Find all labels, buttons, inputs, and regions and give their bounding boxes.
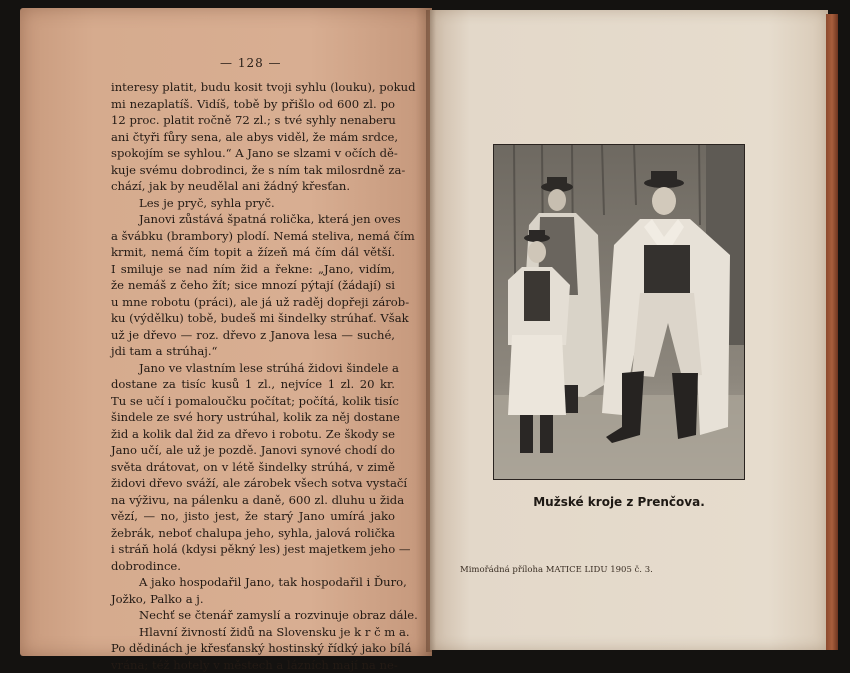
text-line: Hlavní živností židů na Slovensku je k r č m a. xyxy=(111,624,395,641)
text-line: interesy platit, budu kosit tvoji syhlu (louku), pokud xyxy=(111,79,395,96)
text-line: Jožko, Palko a j. xyxy=(111,591,395,608)
text-line: vrána; též hotely v městech a lázních mají na ne- xyxy=(111,657,395,673)
book-cover-edge xyxy=(826,14,838,650)
text-line: na výživu, na pálenku a daně, 600 zl. dluhu u žida xyxy=(111,492,395,509)
text-line: u mne robotu (práci), ale já už raděj dopřeji zárob- xyxy=(111,294,395,311)
text-line: žebrák, neboť chalupa jeho, syhla, jalová rolička xyxy=(111,525,395,542)
text-line: I smiluje se nad ním žid a řekne: „Jano, vidím, xyxy=(111,261,395,278)
text-line: Tu se učí i pomaloučku počítat; počítá, kolik tisíc xyxy=(111,393,395,410)
text-line: ku (výdělku) tobě, budeš mi šindelky strúhať. Však xyxy=(111,310,395,327)
page-number: — 128 — xyxy=(220,56,282,70)
text-line: Nechť se čtenář zamyslí a rozvinuje obraz dále. xyxy=(111,607,395,624)
text-line: kuje svému dobrodinci, že s ním tak milosrdně za- xyxy=(111,162,395,179)
text-line: jdi tam a strúhaj.“ xyxy=(111,343,395,360)
text-line: že nemáš z čeho žít; sice mnozí pýtají (žádají) si xyxy=(111,277,395,294)
text-line: ani čtyři fůry sena, ale abys viděl, že mám srdce, xyxy=(111,129,395,146)
text-line: šindele ze své hory ustrúhal, kolik za něj dostane xyxy=(111,409,395,426)
photo-illustration xyxy=(494,145,744,479)
text-line: vězí, — no, jisto jest, že starý Jano umírá jako xyxy=(111,508,395,525)
book-gutter xyxy=(426,10,436,652)
folk-costume-photo xyxy=(493,144,745,480)
text-line: A jako hospodařil Jano, tak hospodařil i Ďuro, xyxy=(111,574,395,591)
text-line: spokojím se syhlou.“ A Jano se slzami v očích dě- xyxy=(111,145,395,162)
text-line: Les je pryč, syhla pryč. xyxy=(111,195,395,212)
text-line: a švábku (brambory) plodí. Nemá steliva, nemá čím xyxy=(111,228,395,245)
text-line: světa drátovat, on v létě šindelky strúhá, v zimě xyxy=(111,459,395,476)
photo-caption: Mužské kroje z Prenčova. xyxy=(436,495,802,509)
body-text xyxy=(111,79,395,673)
text-line: mi nezaplatíš. Vidíš, tobě by přišlo od 600 zl. po xyxy=(111,96,395,113)
text-line: dobrodince. xyxy=(111,558,395,575)
text-line: žid a kolik dal žid za dřevo i robotu. Ze škody se xyxy=(111,426,395,443)
supplement-note: Mimořádná příloha MATICE LIDU 1905 č. 3. xyxy=(460,565,653,575)
text-line: dostane za tisíc kusů 1 zl., nejvíce 1 zl. 20 kr. xyxy=(111,376,395,393)
text-line: Po dědinách je křesťanský hostinský řídký jako bílá xyxy=(111,640,395,657)
text-line: 12 proc. platit ročně 72 zl.; s tvé syhly nenaberu xyxy=(111,112,395,129)
text-line: Jano učí, ale už je pozdě. Janovi synové chodí do xyxy=(111,442,395,459)
text-line: krmit, nemá čím topit a žízeň má čím dál větší. xyxy=(111,244,395,261)
text-line: židovi dřevo sváží, ale zárobek všech sotva vystačí xyxy=(111,475,395,492)
text-line: Janovi zůstává špatná rolička, která jen oves xyxy=(111,211,395,228)
text-line: i stráň holá (kdysi pěkný les) jest majetkem jeho — xyxy=(111,541,395,558)
text-line: Jano ve vlastním lese strúhá židovi šindele a xyxy=(111,360,395,377)
text-line: chází, jak by neudělal ani žádný křesťan. xyxy=(111,178,395,195)
text-line: už je dřevo — roz. dřevo z Janova lesa — suché, xyxy=(111,327,395,344)
